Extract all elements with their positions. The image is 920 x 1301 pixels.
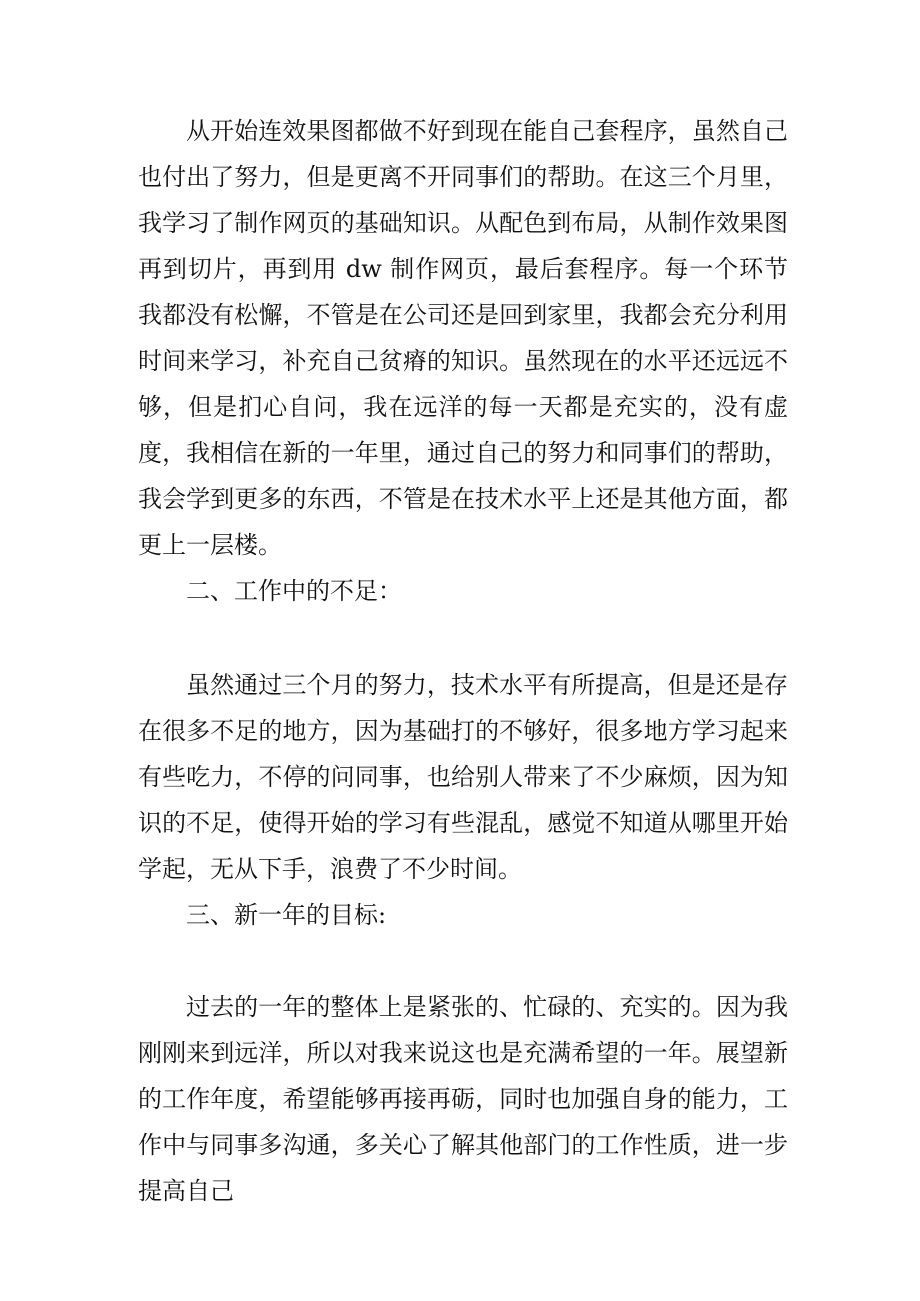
- paragraph-shortcomings: 虽然通过三个月的努力，技术水平有所提高，但是还是存在很多不足的地方，因为基础打的不够好，很多地方学习起来有些吃力，不停的问同事，也给别人带来了不少麻烦，因为知识的不足，使得开始的学习有些混乱，感觉不知道从哪里开始学起，无从下手，浪费了不少时间。: [138, 671, 788, 883]
- paragraph-goals: 过去的一年的整体上是紧张的、忙碌的、充实的。因为我刚刚来到远洋，所以对我来说这也是充满希望的一年。展望新的工作年度，希望能够再接再砺，同时也加强自身的能力，工作中与同事多沟通，多关心了解其他部门的工作性质，进一步提高自己: [138, 993, 788, 1205]
- document-page: [138, 108, 788, 1214]
- section-heading-goals: 三、新一年的目标:: [186, 901, 387, 929]
- paragraph-progress: 从开始连效果图都做不好到现在能自己套程序，虽然自己也付出了努力，但是更离不开同事们的帮助。在这三个月里，我学习了制作网页的基础知识。从配色到布局，从制作效果图再到切片，再到用 dw 制作网页，最后套程序。每一个环节我都没有松懈，不管是在公司还是回到家里，我都会充分利用时间来学习，补充自己贫瘠的知识。虽然现在的水平还远远不够，但是扪心自问，我在远洋的每一天都是充实的，没有虚度，我相信在新的一年里，通过自己的努力和同事们的帮助，我会学到更多的东西，不管是在技术水平上还是其他方面，都更上一层楼。: [138, 117, 788, 559]
- section-heading-shortcomings: 二、工作中的不足：: [186, 577, 402, 605]
